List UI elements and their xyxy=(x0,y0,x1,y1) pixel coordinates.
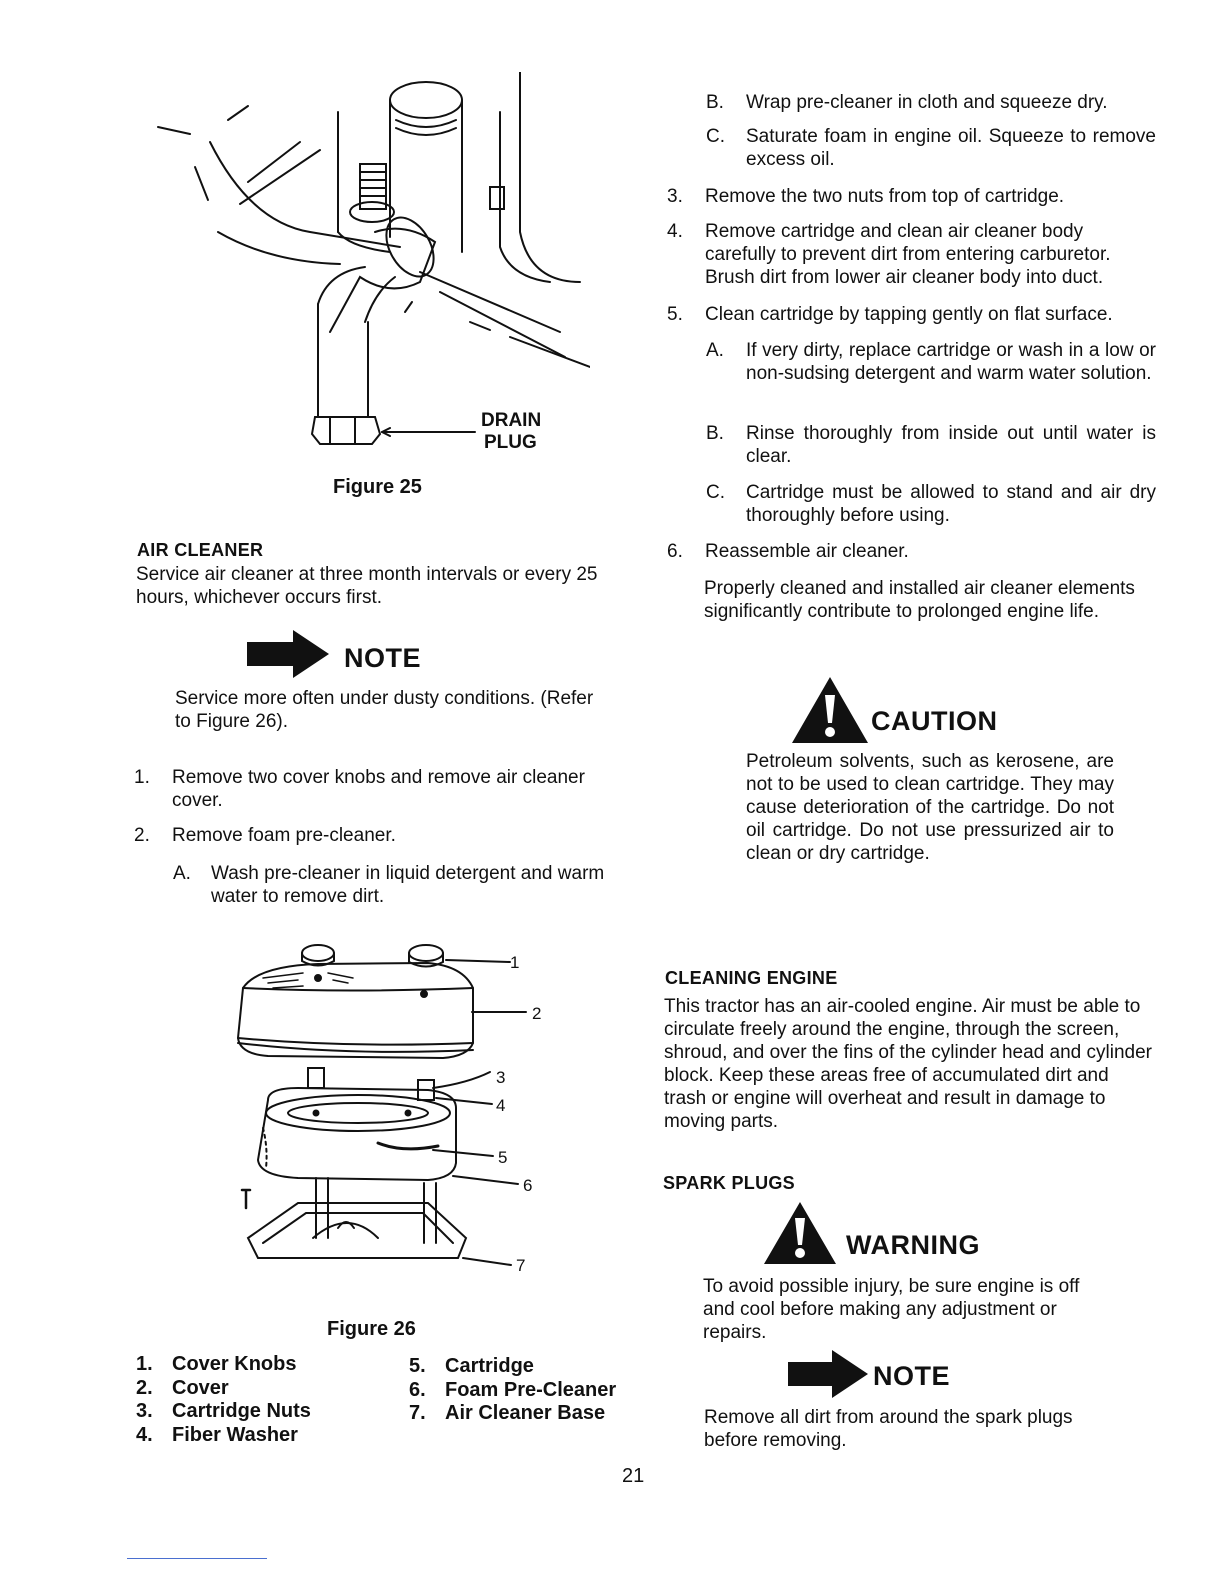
callout-6: 6 xyxy=(523,1176,533,1195)
callout-2: 2 xyxy=(532,1004,542,1023)
sub-step-text: Wash pre-cleaner in liquid detergent and warm water to remove dirt. xyxy=(211,863,605,907)
warning-text: To avoid possible injury, be sure engine is off and cool before making any adjustment or repairs. xyxy=(703,1276,1080,1343)
drain-label-line-2: PLUG xyxy=(484,432,537,453)
arrow-icon xyxy=(788,1350,868,1398)
footer-rule xyxy=(127,1558,267,1559)
legend-text: Fiber Washer xyxy=(172,1423,298,1446)
step-number: 6. xyxy=(667,541,683,562)
legend-text: Air Cleaner Base xyxy=(445,1402,606,1424)
step-6 xyxy=(667,540,1157,563)
callout-1: 1 xyxy=(510,953,520,972)
sub-step-letter: C. xyxy=(706,126,725,147)
legend-text: Cartridge Nuts xyxy=(172,1400,311,1422)
legend-item xyxy=(136,1424,376,1448)
sub-step-2c xyxy=(706,125,1156,171)
legend-number: 6. xyxy=(409,1378,426,1401)
legend-text: Cartridge xyxy=(445,1355,534,1377)
step-2 xyxy=(134,824,634,847)
legend-number: 1. xyxy=(136,1353,153,1375)
caution-label: CAUTION xyxy=(871,706,998,736)
spark-plugs-heading: SPARK PLUGS xyxy=(663,1173,795,1193)
arrow-icon xyxy=(247,630,329,678)
step-number: 5. xyxy=(667,304,683,325)
step-number: 1. xyxy=(134,767,150,788)
note-label-air-cleaner: NOTE xyxy=(344,643,422,673)
sub-step-letter: A. xyxy=(173,863,191,884)
figure-26-air-cleaner-illustration xyxy=(228,938,558,1283)
legend-item xyxy=(136,1353,376,1377)
sub-step-text: Wrap pre-cleaner in cloth and squeeze dry. xyxy=(746,92,1108,113)
drain-label xyxy=(481,410,541,454)
sub-step-5a xyxy=(706,339,1156,408)
legend-number: 2. xyxy=(136,1376,153,1399)
figure-25-drain-illustration xyxy=(150,72,590,457)
caution-text: Petroleum solvents, such as kerosene, are not to be used to clean cartridge. They may cause deterioration of the cartridge. Do not oil cartridge. Do not use pressurized air to clean or dry cartridge. xyxy=(746,751,1114,864)
sub-step-5b xyxy=(706,422,1156,468)
closing-paragraph: Properly cleaned and installed air cleaner elements significantly contribute to prolonged engine life. xyxy=(704,578,1135,622)
sub-step-letter: C. xyxy=(706,482,725,503)
figure-25-caption: Figure 25 xyxy=(333,476,422,498)
legend-item xyxy=(409,1402,649,1426)
step-number: 4. xyxy=(667,221,683,242)
cleaning-engine-heading: CLEANING ENGINE xyxy=(665,968,838,988)
legend-text: Foam Pre-Cleaner xyxy=(445,1378,617,1401)
legend-item xyxy=(409,1379,649,1403)
sub-step-letter: B. xyxy=(706,423,724,444)
step-number: 2. xyxy=(134,825,150,846)
callout-7: 7 xyxy=(516,1256,526,1275)
figure-26-caption: Figure 26 xyxy=(327,1318,416,1340)
air-cleaner-heading: AIR CLEANER xyxy=(137,540,264,560)
note-text-air-cleaner: Service more often under dusty conditions. (Refer to Figure 26). xyxy=(175,688,594,732)
sub-step-2b xyxy=(706,91,1156,114)
legend-number: 7. xyxy=(409,1402,426,1424)
sub-step-2a xyxy=(173,862,633,908)
step-3 xyxy=(667,185,1157,208)
sub-step-5c xyxy=(706,481,1156,527)
step-text: Reassemble air cleaner. xyxy=(705,541,909,562)
legend-number: 3. xyxy=(136,1400,153,1422)
page-number: 21 xyxy=(622,1465,645,1487)
sub-step-text: Cartridge must be allowed to stand and air dry thoroughly before using. xyxy=(746,482,1156,526)
figure-26-legend-right xyxy=(409,1355,649,1426)
step-number: 3. xyxy=(667,186,683,207)
sub-step-letter: B. xyxy=(706,92,724,113)
legend-item xyxy=(136,1377,376,1401)
drain-label-line-1: DRAIN xyxy=(481,410,542,431)
step-4 xyxy=(667,220,1157,289)
legend-number: 5. xyxy=(409,1355,426,1377)
note-label-spark-plugs: NOTE xyxy=(873,1361,951,1391)
sub-step-text: Saturate foam in engine oil. Squeeze to remove excess oil. xyxy=(746,126,1156,170)
air-cleaner-intro: Service air cleaner at three month intervals or every 25 hours, whichever occurs first. xyxy=(136,564,598,608)
warning-label: WARNING xyxy=(846,1230,980,1260)
legend-item xyxy=(409,1355,649,1379)
legend-number: 4. xyxy=(136,1423,153,1446)
sub-step-text: Rinse thoroughly from inside out until water is clear. xyxy=(746,423,1156,467)
legend-text: Cover Knobs xyxy=(172,1353,297,1375)
step-text: Remove cartridge and clean air cleaner body carefully to prevent dirt from entering carburetor. Brush dirt from lower air cleaner body into duct. xyxy=(705,221,1111,288)
callout-5: 5 xyxy=(498,1148,508,1167)
caution-warning-triangle-icon xyxy=(790,675,870,745)
legend-item xyxy=(136,1400,376,1424)
callout-4: 4 xyxy=(496,1096,506,1115)
legend-text: Cover xyxy=(172,1376,229,1399)
step-text: Remove two cover knobs and remove air cleaner cover. xyxy=(172,767,585,811)
sub-step-letter: A. xyxy=(706,340,724,361)
callout-3: 3 xyxy=(496,1068,506,1087)
figure-26-legend-left xyxy=(136,1353,376,1447)
step-5 xyxy=(667,303,1157,326)
step-text: Clean cartridge by tapping gently on flat surface. xyxy=(705,304,1113,325)
step-1 xyxy=(134,766,634,812)
cleaning-engine-text: This tractor has an air-cooled engine. Air must be able to circulate freely around the engine, through the screen, shroud, and over the fins of the cylinder head and cylinder block. Keep these areas free of accumulated dirt and trash or engine will overheat and result in damage to moving parts. xyxy=(664,996,1152,1132)
sub-step-text: If very dirty, replace cartridge or wash in a low or non-sudsing detergent and warm water solution. xyxy=(746,340,1156,384)
step-text: Remove foam pre-cleaner. xyxy=(172,825,396,846)
step-text: Remove the two nuts from top of cartridge. xyxy=(705,186,1065,207)
note-text-spark-plugs: Remove all dirt from around the spark plugs before removing. xyxy=(704,1407,1073,1451)
warning-triangle-icon xyxy=(762,1200,838,1266)
